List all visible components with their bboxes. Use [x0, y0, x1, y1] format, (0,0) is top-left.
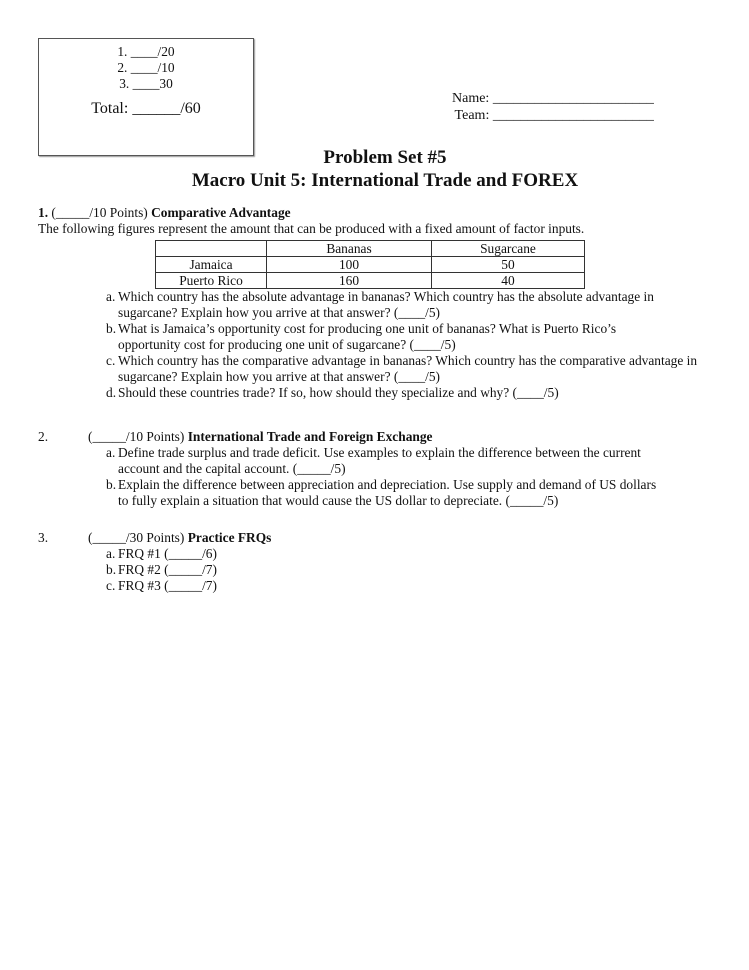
score-line-3: 3. ____30 [119, 76, 173, 91]
q1-items [38, 289, 698, 401]
page-title: Problem Set #5 [323, 147, 447, 168]
list-item [38, 385, 658, 401]
question-1 [38, 205, 738, 237]
table-header: Bananas [267, 241, 432, 257]
item-text: FRQ #2 (_____/7) [118, 562, 217, 577]
score-line-1: 1. ____/20 [117, 44, 175, 59]
list-item [38, 289, 658, 321]
table-header: Sugarcane [432, 241, 585, 257]
item-text: Which country has the absolute advantage in bananas? Which country has the absolute advantage in sugarcane? Explain how you arrive at that answer? (____/5) [118, 289, 654, 320]
q2-number: 2. [38, 429, 49, 444]
item-letter: c. [106, 578, 116, 593]
q1-intro: The following figures represent the amount that can be produced with a fixed amount of factor inputs. [38, 221, 585, 236]
q3-number: 3. [38, 530, 49, 545]
list-item [38, 353, 748, 385]
item-letter: b. [106, 562, 117, 577]
item-text: FRQ #1 (_____/6) [118, 546, 217, 561]
list-item [38, 321, 658, 353]
question-3 [38, 530, 658, 594]
item-letter: d. [106, 385, 117, 400]
table-cell: Puerto Rico [156, 273, 267, 289]
list-item [38, 562, 658, 578]
q1-points: (_____/10 Points) [51, 205, 148, 220]
item-text: Should these countries trade? If so, how should they specialize and why? (____/5) [118, 385, 559, 400]
q2-points: (_____/10 Points) [88, 429, 185, 444]
q3-points: (_____/30 Points) [88, 530, 185, 545]
table-cell: 40 [432, 273, 585, 289]
item-letter: b. [106, 321, 117, 336]
table-cell: 160 [267, 273, 432, 289]
item-text: What is Jamaica’s opportunity cost for producing one unit of bananas? What is Puerto Rico’s opportunity cost for producing one unit of sugarcane? (____/5) [118, 321, 617, 352]
item-text: FRQ #3 (_____/7) [118, 578, 217, 593]
table-row [156, 273, 585, 289]
q1-heading: Comparative Advantage [151, 205, 291, 220]
item-letter: a. [106, 546, 116, 561]
item-letter: b. [106, 477, 117, 492]
production-table [155, 240, 585, 289]
item-text: Which country has the comparative advantage in bananas? Which country has the comparative advantage in sugarcane? Explain how you arrive at that answer? (____/5) [118, 353, 698, 384]
table-header [156, 241, 267, 257]
item-letter: c. [106, 353, 116, 368]
list-item [38, 578, 658, 594]
list-item [38, 477, 658, 509]
item-letter: a. [106, 445, 116, 460]
list-item [38, 445, 658, 477]
name-field[interactable]: Name: _______________________ [452, 91, 654, 106]
item-letter: a. [106, 289, 116, 304]
score-box [38, 38, 254, 156]
team-field[interactable]: Team: _______________________ [454, 108, 654, 123]
question-2 [38, 429, 658, 509]
table-cell: 50 [432, 257, 585, 273]
item-text: Explain the difference between appreciation and depreciation. Use supply and demand of US dollars to fully explain a situation that would cause the US dollar to depreciate. (_____/5) [118, 477, 657, 508]
list-item [38, 546, 658, 562]
table-cell: Jamaica [156, 257, 267, 273]
student-info [452, 90, 654, 124]
table-cell: 100 [267, 257, 432, 273]
q2-heading: International Trade and Foreign Exchange [187, 429, 433, 444]
q3-heading: Practice FRQs [187, 530, 272, 545]
table-header-row [156, 241, 585, 257]
item-text: Define trade surplus and trade deficit. Use examples to explain the difference between the current account and the capital account. (_____/5) [118, 445, 641, 476]
page-subtitle: Macro Unit 5: International Trade and FOREX [191, 170, 579, 191]
score-line-2: 2. ____/10 [117, 60, 175, 75]
q1-number: 1. [38, 205, 49, 220]
table-row [156, 257, 585, 273]
score-total: Total: ______/60 [91, 100, 201, 117]
